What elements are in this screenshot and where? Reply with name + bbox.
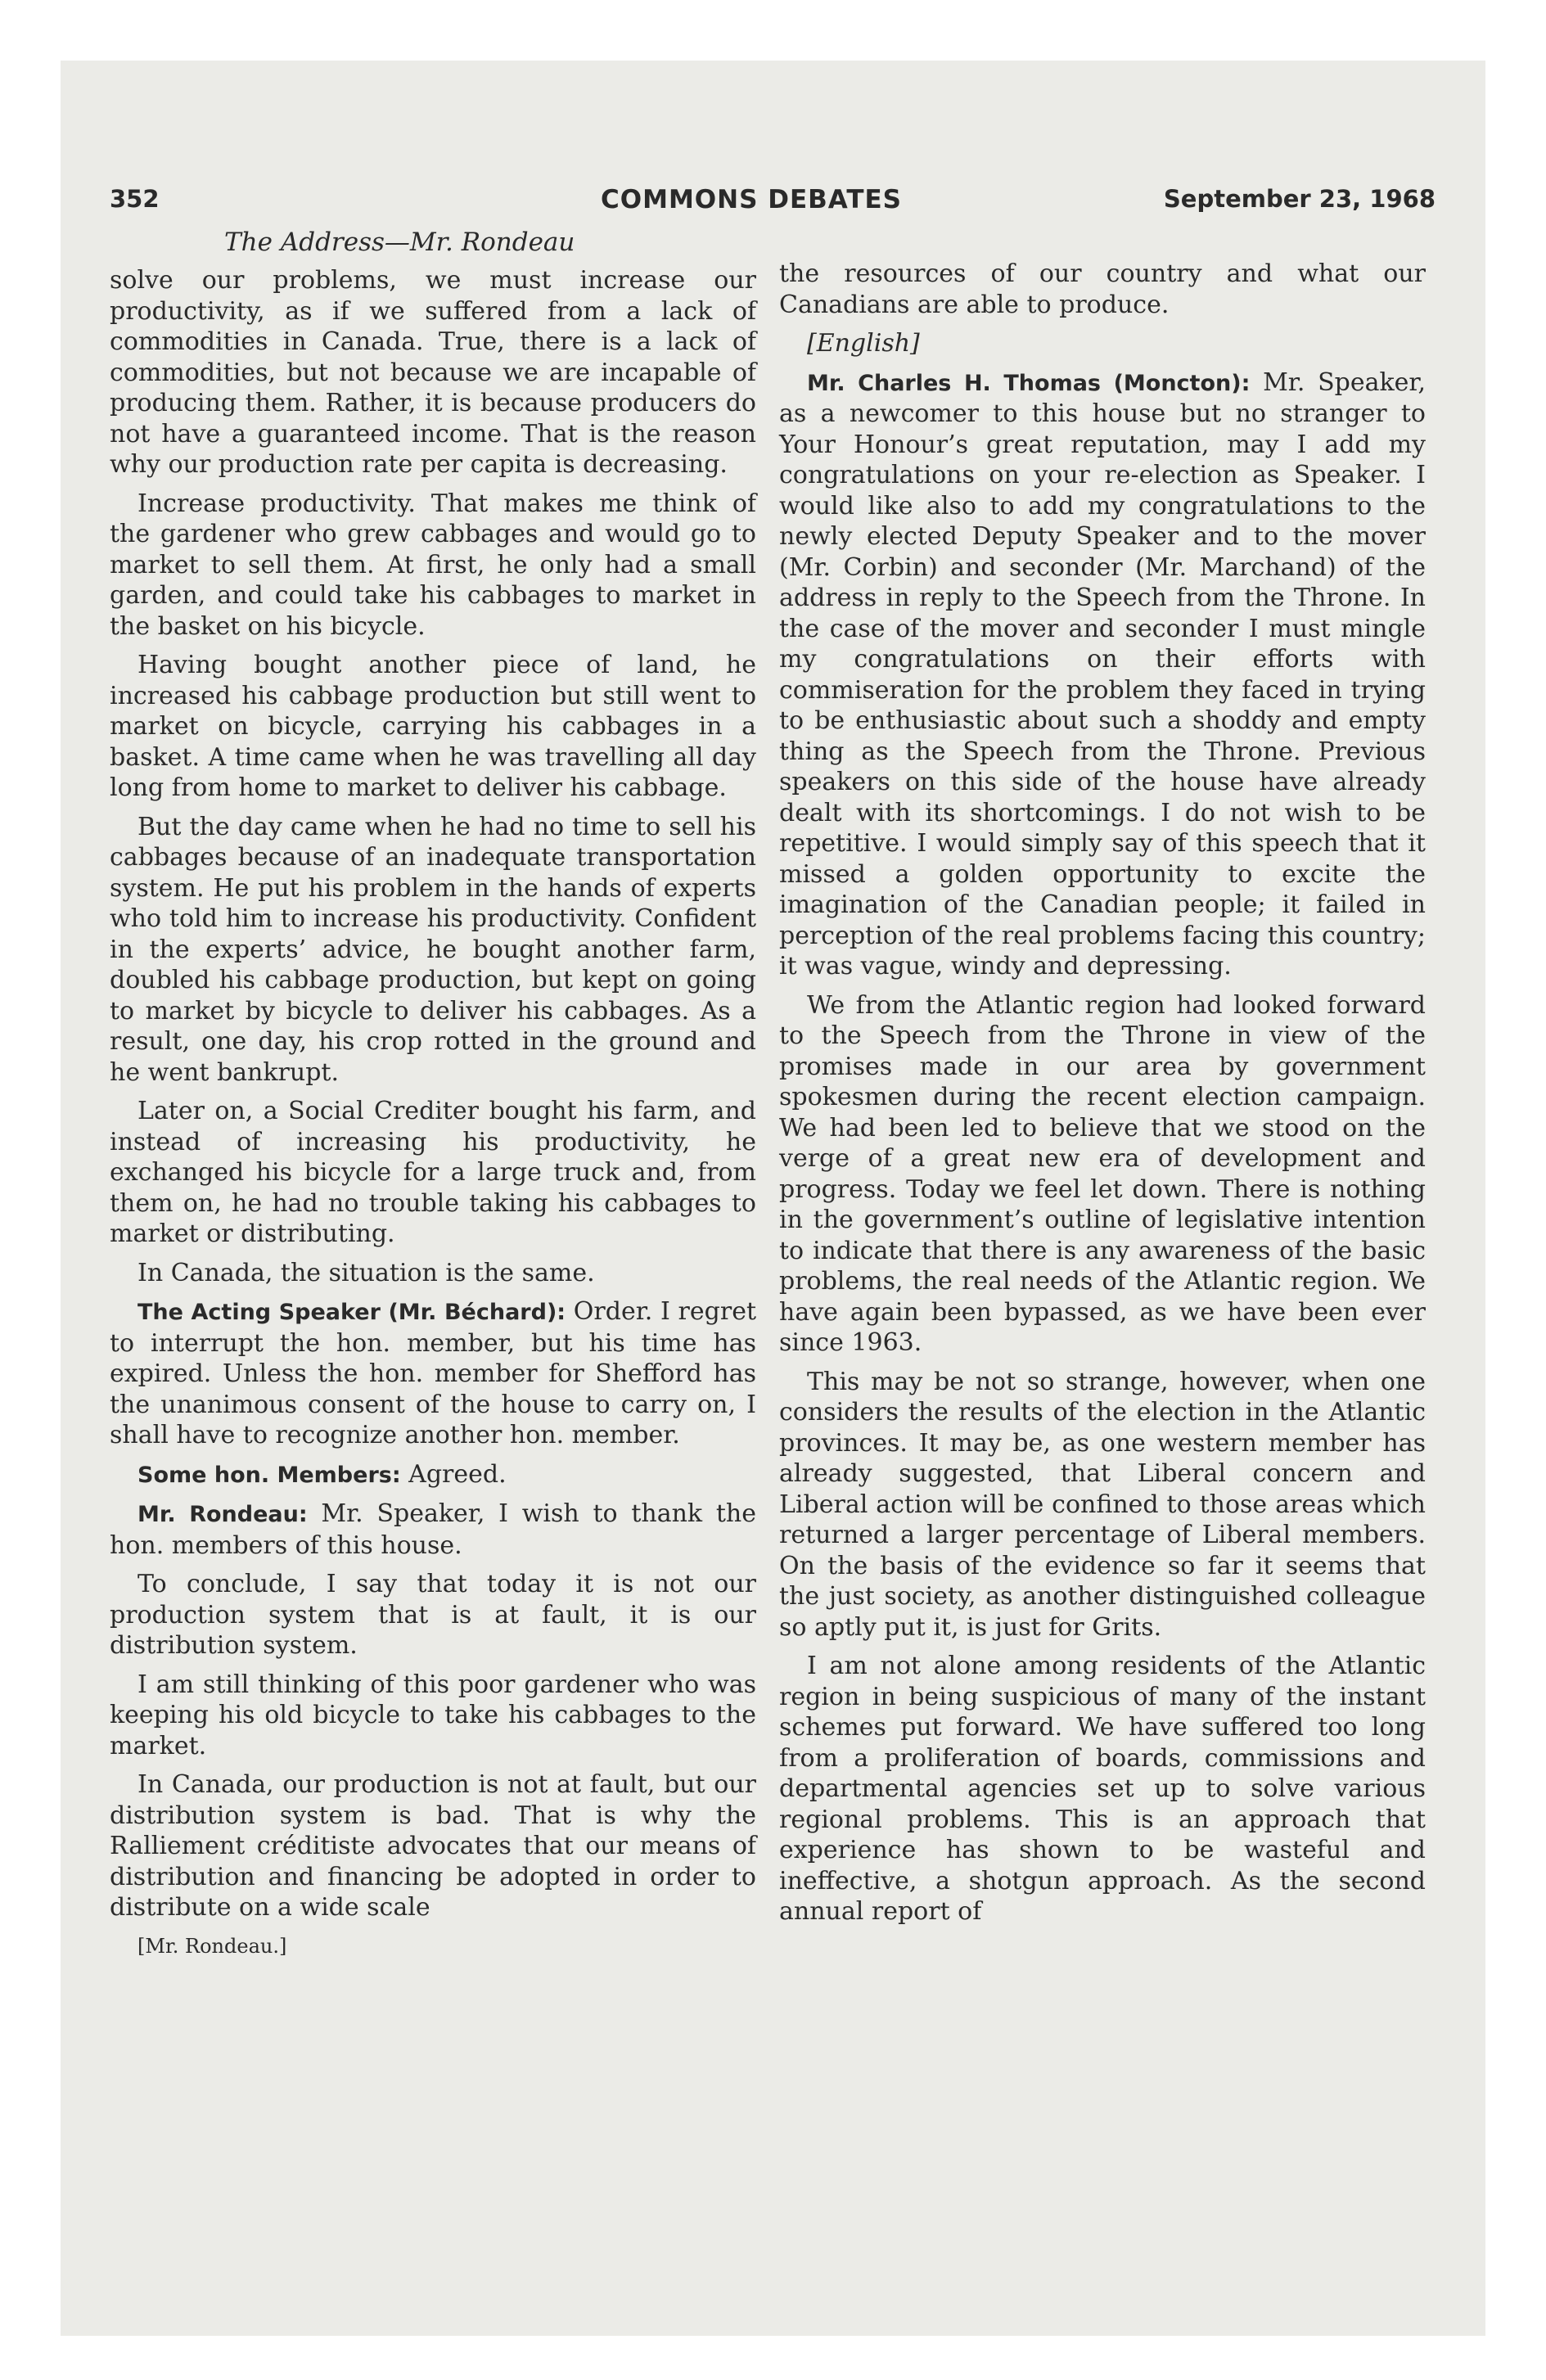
paragraph: solve our problems, we must increase our productivity, as if we suffered from a lack of commodities in Canada. True, there is a lack of commodities, but not because we are incapable of producing them. Rather, it is because producers do not have a guaranteed income. That is the reason why our production rate per capita is decreasing.	[110, 266, 756, 479]
paragraph: the resources of our country and what our Canadians are able to produce.	[779, 259, 1426, 319]
running-head: The Address—Mr. Rondeau	[224, 228, 575, 257]
paragraph: I am still thinking of this poor gardener who was keeping his old bicycle to take his cabbages to the market.	[110, 1670, 756, 1760]
publication-date: September 23, 1968	[1163, 185, 1436, 213]
speaker-name: Some hon. Members:	[137, 1462, 401, 1488]
paragraph: To conclude, I say that today it is not our production system that is at fault, it is our distribution system.	[110, 1570, 756, 1660]
page-number: 352	[110, 185, 160, 213]
publication-title: COMMONS DEBATES	[601, 185, 902, 214]
paragraph: I am not alone among residents of the Atlantic region in being suspicious of many of the instant schemes put forward. We have suffered too long from a proliferation of boards, commissions and departmental agencies set up to solve various regional problems. This is an approach that experience has shown to be wasteful and ineffective, a shotgun approach. As the second annual report of	[779, 1652, 1426, 1926]
speaker-attribution: [Mr. Rondeau.]	[137, 1934, 287, 1958]
speaker-name: The Acting Speaker (Mr. Béchard):	[137, 1300, 566, 1325]
paragraph: In Canada, the situation is the same.	[137, 1258, 595, 1287]
speech-text: Mr. Speaker, I wish to thank the hon. members of this house.	[110, 1499, 756, 1560]
paragraph: Later on, a Social Crediter bought his farm, and instead of increasing his productivity, he exchanged his bicycle for a large truck and, from them on, he had no trouble taking his cabbages to market or distributing.	[110, 1097, 756, 1248]
speech-paragraph	[779, 367, 1426, 982]
paragraph: Having bought another piece of land, he increased his cabbage production but still went to market on bicycle, carrying his cabbages in a basket. A time came when he was travelling all day long from home to market to deliver his cabbage.	[110, 651, 756, 802]
paragraph: This may be not so strange, however, when one considers the results of the election in the Atlantic provinces. It may be, as one western member has already suggested, that Liberal concern and Liberal action will be confined to those areas which returned a larger percentage of Liberal members. On the basis of the evidence so far it seems that the just society, as another distinguished colleague so aptly put it, is just for Grits.	[779, 1367, 1426, 1642]
speaker-name: Mr. Rondeau:	[137, 1502, 308, 1527]
left-column	[110, 265, 756, 1970]
language-tag: [English]	[807, 329, 920, 358]
speech-paragraph	[110, 1499, 756, 1561]
paragraph: In Canada, our production is not at fault, but our distribution system is bad. That is why the Ralliement créditiste advocates that our means of distribution and financing be adopted in order to distribute on a wide scale	[110, 1770, 756, 1922]
paragraph: Increase productivity. That makes me think of the gardener who grew cabbages and would go to market to sell them. At first, he only had a small garden, and could take his cabbages to market in the basket on his bicycle.	[110, 489, 756, 641]
speech-text: Mr. Speaker, as a newcomer to this house but no stranger to Your Honour’s great reputation, may I add my congratulations on your re-election as Speaker. I would like also to add my congratulations to the newly elected Deputy Speaker and to the mover (Mr. Corbin) and seconder (Mr. Marchand) of the address in reply to the Speech from the Throne. In the case of the mover and seconder I must mingle my congratulations on their efforts with commiseration for the problem they faced in trying to be enthusiastic about such a shoddy and empty thing as the Speech from the Throne. Previous speakers on this side of the house have already dealt with its shortcomings. I do not wish to be repetitive. I would simply say of this speech that it missed a golden opportunity to excite the imagination of the Canadian people; it failed in perception of the real problems facing this country; it was vague, windy and depressing.	[779, 367, 1427, 980]
speech-text: Agreed.	[400, 1459, 507, 1489]
speech-paragraph	[110, 1296, 756, 1451]
page-header	[110, 185, 1436, 221]
right-column	[779, 259, 1426, 1936]
speaker-name: Mr. Charles H. Thomas (Moncton):	[807, 370, 1251, 396]
speech-paragraph	[110, 1459, 756, 1491]
speech-text: Order. I regret to interrupt the hon. member, but his time has expired. Unless the hon. member for Shefford has the unanimous consent of the house to carry on, I shall have to recognize another hon. member.	[110, 1297, 757, 1449]
paragraph: But the day came when he had no time to sell his cabbages because of an inadequate transportation system. He put his problem in the hands of experts who told him to increase his productivity. Confident in the experts’ advice, he bought another farm, doubled his cabbage production, but kept on going to market by bicycle to deliver his cabbages. As a result, one day, his crop rotted in the ground and he went bankrupt.	[110, 812, 756, 1087]
paragraph: We from the Atlantic region had looked forward to the Speech from the Throne in view of the promises made in our area by government spokesmen during the recent election campaign. We had been led to believe that we stood on the verge of a great new era of development and progress. Today we feel let down. There is nothing in the government’s outline of legislative intention to indicate that there is any awareness of the basic problems, the real needs of the Atlantic region. We have again been bypassed, as we have been ever since 1963.	[779, 990, 1426, 1357]
